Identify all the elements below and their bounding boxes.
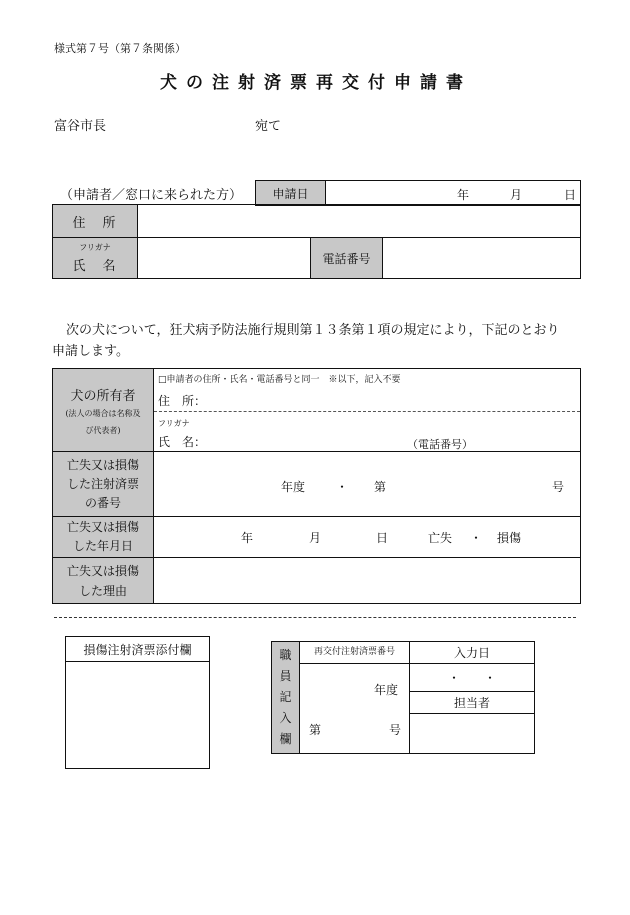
loss-date-label-1: 亡失又は損傷: [66, 520, 139, 534]
owner-note-1: (法人の場合は名称及: [65, 408, 141, 418]
date-month-label: 月: [510, 188, 523, 202]
date-day-label: 日: [564, 188, 577, 202]
body-text-line-1: 次の犬について，狂犬病予防法施行規則第１３条第１項の規定により，下記のとおり: [66, 323, 560, 338]
lost-damaged-dot: ・: [470, 531, 483, 545]
applicant-name-label: 氏 名: [72, 259, 118, 274]
tag-dai: 第: [374, 480, 387, 494]
loss-reason-label-cell: [53, 558, 153, 603]
tag-dot: ・: [336, 480, 349, 494]
input-date-dots: ・ ・: [447, 671, 496, 685]
tag-number-label-2: した注射済票: [66, 476, 139, 491]
lost-option[interactable]: 亡失: [428, 531, 453, 545]
loss-date-label-cell: [53, 517, 153, 557]
loss-reason-label-1: 亡失又は損傷: [66, 563, 139, 578]
reissue-go: 号: [389, 723, 402, 737]
input-date-label: 入力日: [453, 646, 490, 660]
owner-label-cell: [53, 369, 153, 451]
staff-vertical-label: 職 員 記 入 欄: [272, 642, 299, 753]
addressee-suffix: 宛て: [255, 119, 282, 134]
damaged-option[interactable]: 損傷: [497, 531, 522, 545]
tag-number-label-3: の番号: [84, 495, 121, 510]
form-number: 様式第７号（第７条関係）: [54, 42, 186, 55]
applicant-furigana-label: フリガナ: [79, 243, 111, 252]
reissue-number-label: 再交付注射済票番号: [313, 647, 395, 657]
owner-name-label: 氏 名：: [158, 435, 207, 449]
tag-go: 号: [552, 480, 565, 494]
loss-date-day: 日: [376, 531, 389, 545]
tag-number-label-1: 亡失又は損傷: [66, 457, 139, 472]
owner-address-label: 住 所：: [158, 394, 207, 408]
applicant-name-label-cell: [53, 238, 137, 278]
cut-line: [54, 617, 576, 618]
owner-note-2: び代表者): [85, 425, 121, 435]
loss-date-month: 月: [309, 531, 322, 545]
date-year-label: 年: [457, 188, 470, 202]
owner-label: 犬の所有者: [70, 388, 136, 404]
reissue-dai: 第: [309, 723, 322, 737]
same-as-applicant-checkbox[interactable]: □申請者の住所・氏名・電話番号と同一 ※以下，記入不要: [158, 375, 401, 385]
tag-fiscal-year: 年度: [281, 480, 306, 494]
applicant-heading: （申請者／窓口に来られた方）: [60, 188, 243, 203]
addressee: 富谷市長: [54, 119, 107, 134]
owner-furigana-label: フリガナ: [158, 419, 190, 428]
reissue-fiscal-year: 年度: [374, 683, 399, 697]
body-text-line-2: 申請します。: [52, 344, 129, 359]
application-date-label: 申請日: [256, 181, 325, 205]
owner-phone-label: （電話番号）: [407, 438, 473, 451]
person-in-charge-label: 担当者: [453, 696, 490, 710]
loss-reason-label-2: した理由: [78, 583, 127, 598]
loss-date-label-2: した年月日: [72, 539, 133, 553]
loss-date-year: 年: [241, 531, 254, 545]
tag-number-label-cell: [53, 452, 153, 516]
attach-box-label: 損傷注射済票添付欄: [83, 642, 192, 657]
applicant-address-label: 住 所: [53, 205, 137, 237]
applicant-phone-label: 電話番号: [311, 238, 382, 278]
page-title: 犬の注射済票再交付申請書: [160, 73, 472, 93]
